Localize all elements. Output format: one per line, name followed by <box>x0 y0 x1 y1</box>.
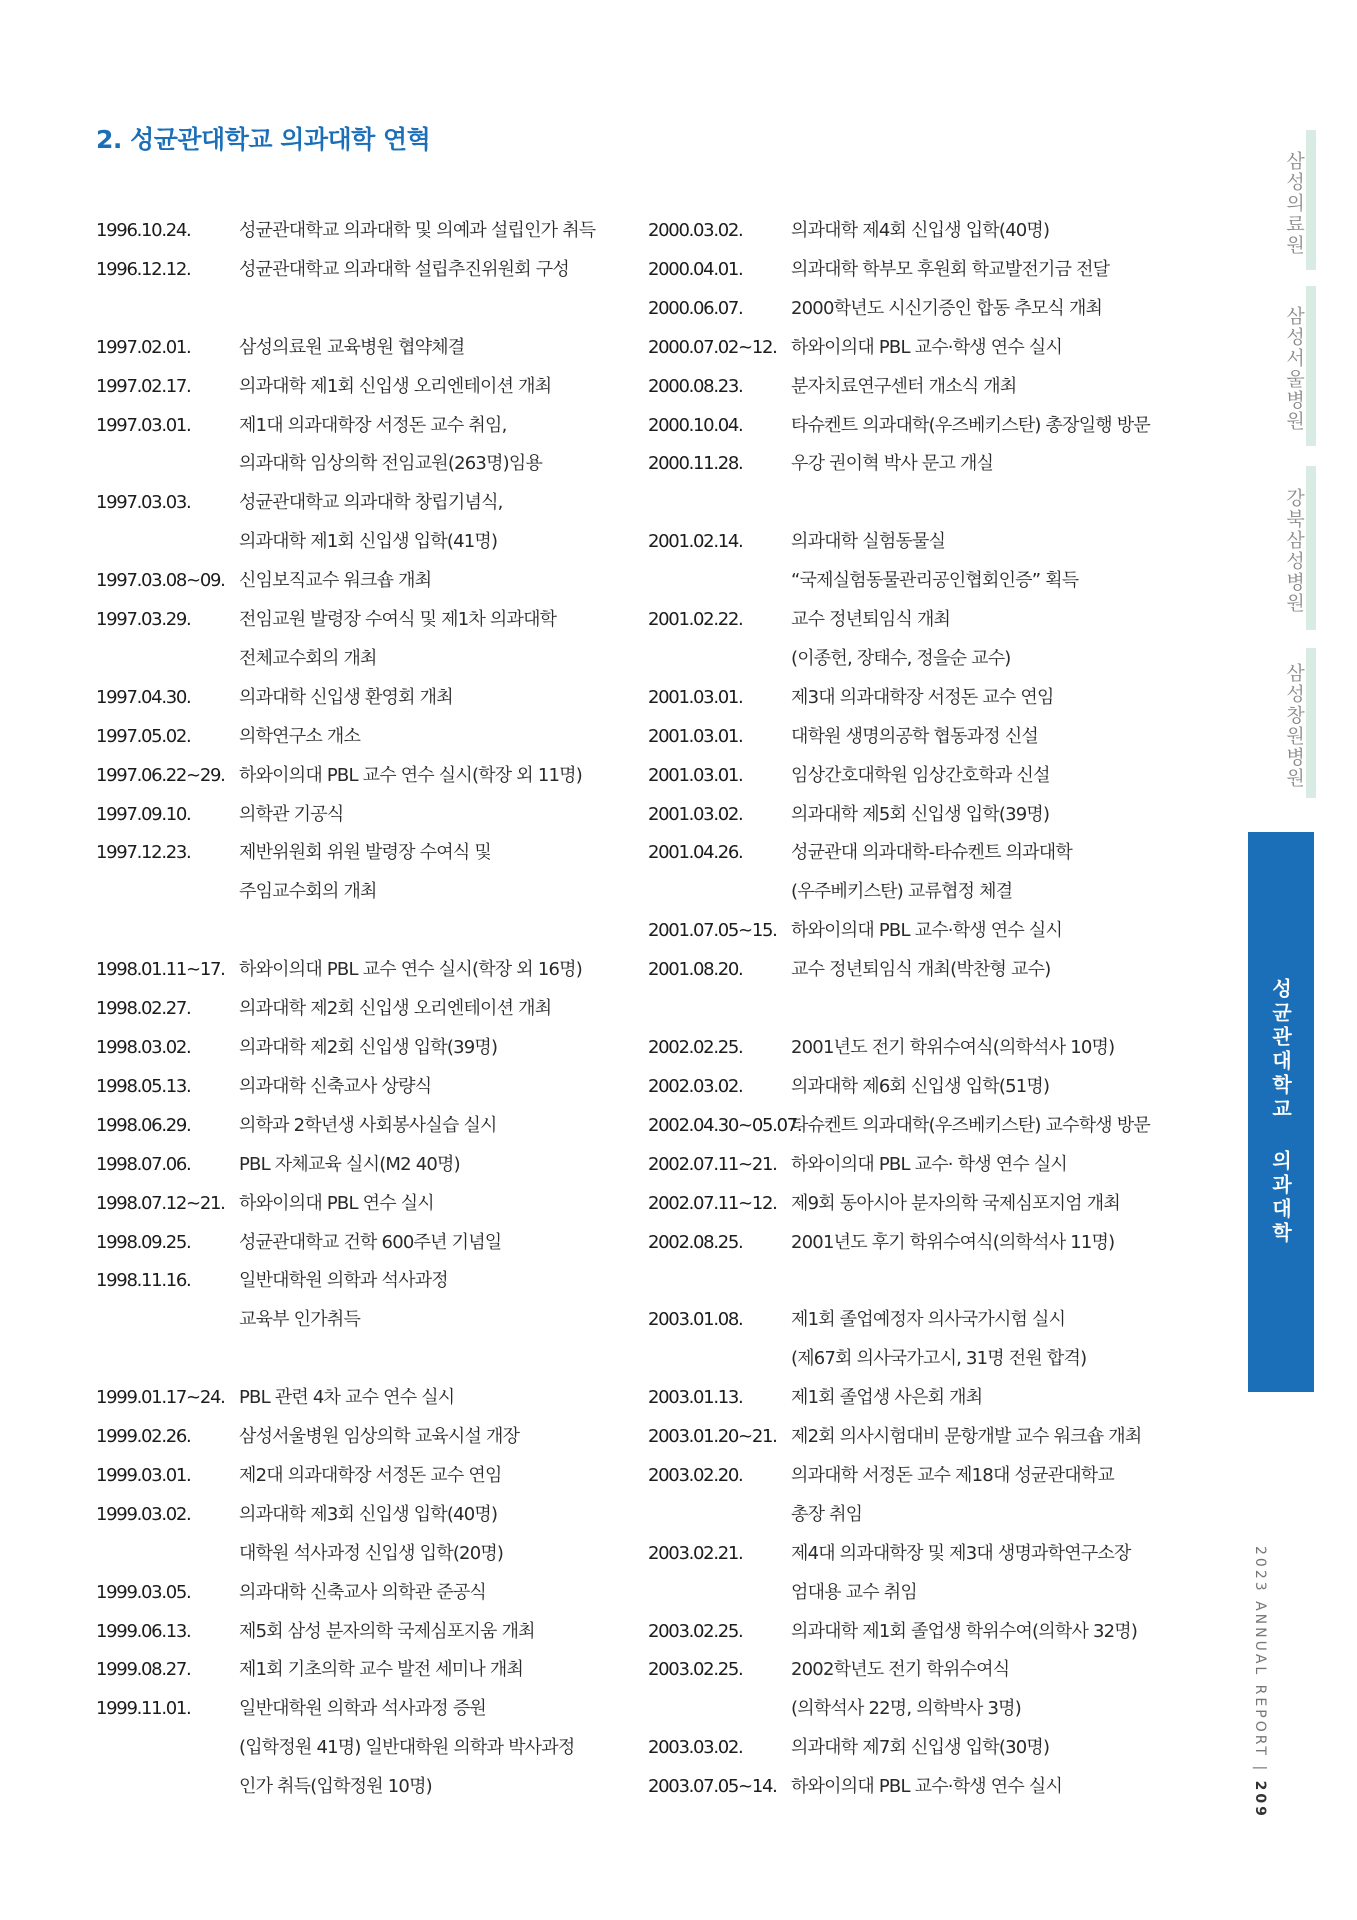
side-tab-active-label: 성균관대학교 의과대학 <box>1268 978 1293 1246</box>
history-entry <box>648 718 1188 757</box>
entry-description-line: 주임교수회의 개최 <box>239 881 377 903</box>
entry-description-line: 의과대학 임상의학 전임교원(263명)임용 <box>239 453 543 475</box>
entry-description <box>791 757 1188 796</box>
entry-description-line: 의과대학 제6회 신입생 입학(51명) <box>791 1075 1050 1097</box>
entry-date: 1999.03.05. <box>96 1581 191 1603</box>
entry-description-line: 성균관대 의과대학-타슈켄트 의과대학 <box>791 842 1072 864</box>
entry-description-line: 의과대학 제1회 신입생 오리엔테이션 개최 <box>239 375 552 397</box>
entry-date: 2001.07.05~15. <box>648 920 777 942</box>
entry-date: 1999.03.02. <box>96 1503 191 1525</box>
entry-description <box>791 1651 1188 1729</box>
side-tab-marker <box>1306 648 1316 798</box>
annual-report-footer <box>1244 1546 1268 1819</box>
entry-description-line: 의학관 기공식 <box>239 803 344 825</box>
entry-date: 2003.07.05~14. <box>648 1776 777 1798</box>
entry-description-line: 제2회 의사시험대비 문항개발 교수 워크숍 개최 <box>791 1426 1142 1448</box>
entry-description-line: (우주베키스탄) 교류협정 체결 <box>791 881 1013 903</box>
page-title: 2. 성균관대학교 의과대학 연혁 <box>96 125 431 154</box>
entry-description <box>791 796 1188 835</box>
history-entry <box>96 1651 636 1690</box>
history-entry <box>648 1379 1188 1418</box>
entry-description <box>791 1729 1188 1768</box>
entry-description <box>791 445 1188 484</box>
entry-description-line: 의과대학 제1회 신입생 입학(41명) <box>239 531 498 553</box>
history-entry <box>648 1068 1188 1107</box>
entry-description-line: 제반위원회 위원 발령장 수여식 및 <box>239 842 491 864</box>
history-entry <box>648 290 1188 329</box>
entry-description <box>239 251 636 290</box>
history-entry <box>648 523 1188 601</box>
section-gap <box>96 1340 636 1379</box>
entry-description <box>791 1107 1188 1146</box>
entry-description <box>239 757 636 796</box>
entry-description <box>239 1496 636 1574</box>
entry-description-line: 2002학년도 전기 학위수여식 <box>791 1659 1010 1681</box>
entry-description-line: “국제실험동물관리공인협회인증” 획득 <box>791 570 1079 592</box>
entry-description-line: 하와이의대 PBL 교수·학생 연수 실시 <box>791 336 1063 358</box>
entry-description-line: 제3대 의과대학장 서정돈 교수 연임 <box>791 686 1054 708</box>
entry-description-line: 2001년도 후기 학위수여식(의학석사 11명) <box>791 1231 1115 1253</box>
history-entry <box>96 329 636 368</box>
entry-description-line: 의과대학 신축교사 의학관 준공식 <box>239 1581 486 1603</box>
entry-date: 1998.05.13. <box>96 1075 191 1097</box>
entry-description <box>239 212 636 251</box>
history-entry <box>648 445 1188 484</box>
history-entry <box>648 1224 1188 1263</box>
entry-description <box>791 523 1188 601</box>
entry-date: 2003.01.13. <box>648 1387 743 1409</box>
entry-description <box>239 1574 636 1613</box>
entry-description-line: 의과대학 제4회 신입생 입학(40명) <box>791 220 1050 241</box>
entry-date: 2000.08.23. <box>648 375 743 397</box>
entry-description <box>791 1029 1188 1068</box>
entry-date: 1998.06.29. <box>96 1114 191 1136</box>
entry-date: 2002.02.25. <box>648 1037 743 1058</box>
entry-description-line: 제2대 의과대학장 서정돈 교수 연임 <box>239 1464 502 1486</box>
entry-description-line: 엄대용 교수 취임 <box>791 1581 917 1603</box>
history-entry <box>96 1418 636 1457</box>
side-tab-label: 강북삼성병원 <box>1283 488 1305 614</box>
history-entry <box>648 679 1188 718</box>
entry-description-line: 삼성의료원 교육병원 협약체결 <box>239 336 465 358</box>
entry-description <box>239 1418 636 1457</box>
history-entry <box>96 990 636 1029</box>
side-tab-marker <box>1306 466 1316 630</box>
entry-description-line: 하와이의대 PBL 교수·학생 연수 실시 <box>791 1776 1063 1798</box>
entry-description-line: 인가 취득(입학정원 10명) <box>239 1776 432 1798</box>
entry-description <box>791 1224 1188 1263</box>
history-entry <box>96 834 636 912</box>
entry-description <box>791 1768 1188 1807</box>
history-column-left <box>96 212 636 1807</box>
entry-description-line: 의과대학 서정돈 교수 제18대 성균관대학교 <box>791 1464 1114 1486</box>
entry-description-line: 일반대학원 의학과 석사과정 증원 <box>239 1698 486 1720</box>
entry-description <box>239 718 636 757</box>
entry-date: 1998.02.27. <box>96 998 191 1020</box>
history-entry <box>648 757 1188 796</box>
entry-description <box>239 1068 636 1107</box>
report-title: 2023 ANNUAL REPORT <box>1252 1546 1268 1758</box>
history-entry <box>648 1418 1188 1457</box>
report-separator: | <box>1252 1765 1268 1774</box>
entry-description-line: 의과대학 제5회 신입생 입학(39명) <box>791 803 1050 825</box>
entry-description-line: 제4대 의과대학장 및 제3대 생명과학연구소장 <box>791 1542 1131 1564</box>
entry-date: 2000.06.07. <box>648 297 743 319</box>
entry-description <box>239 368 636 407</box>
entry-date: 1999.06.13. <box>96 1620 191 1642</box>
history-entry <box>96 407 636 485</box>
entry-date: 2001.03.02. <box>648 803 743 825</box>
entry-description-line: 제1회 기초의학 교수 발전 세미나 개최 <box>239 1659 524 1681</box>
entry-description <box>239 1379 636 1418</box>
entry-description <box>239 1107 636 1146</box>
entry-description-line: 분자치료연구센터 개소식 개최 <box>791 375 1017 397</box>
entry-date: 2001.02.22. <box>648 609 743 631</box>
history-entry <box>648 1107 1188 1146</box>
history-entry <box>648 601 1188 679</box>
side-tab-samsung-changwon-hospital[interactable] <box>1248 648 1308 798</box>
entry-description <box>239 1185 636 1224</box>
page-number: 209 <box>1252 1780 1268 1819</box>
entry-description <box>791 1535 1188 1613</box>
entry-date: 2000.10.04. <box>648 414 743 436</box>
history-entry <box>648 407 1188 446</box>
entry-description <box>239 1690 636 1807</box>
entry-description-line: 하와이의대 PBL 교수 연수 실시(학장 외 16명) <box>239 959 582 981</box>
history-entry <box>648 1651 1188 1729</box>
entry-description <box>239 679 636 718</box>
entry-description-line: 성균관대학교 의과대학 설립추진위원회 구성 <box>239 258 569 280</box>
entry-description-line: 2001년도 전기 학위수여식(의학석사 10명) <box>791 1037 1115 1058</box>
entry-description-line: (입학정원 41명) 일반대학원 의학과 박사과정 <box>239 1737 575 1759</box>
history-entry <box>648 912 1188 951</box>
history-entry <box>648 368 1188 407</box>
entry-description-line: 대학원 생명의공학 협동과정 신설 <box>791 725 1038 747</box>
history-entry <box>96 562 636 601</box>
entry-date: 2000.07.02~12. <box>648 336 777 358</box>
entry-date: 2003.03.02. <box>648 1737 743 1759</box>
history-entry <box>96 1146 636 1185</box>
entry-date: 1997.12.23. <box>96 842 191 864</box>
entry-description-line: 하와이의대 PBL 교수· 학생 연수 실시 <box>791 1153 1068 1175</box>
side-tab-kangbuk-samsung-hospital[interactable] <box>1248 466 1308 630</box>
entry-date: 2002.07.11~21. <box>648 1153 777 1175</box>
entry-date: 2002.07.11~12. <box>648 1192 777 1214</box>
entry-description <box>791 1418 1188 1457</box>
entry-description <box>791 1301 1188 1379</box>
side-tab-marker <box>1306 130 1316 270</box>
history-entry <box>648 1457 1188 1535</box>
entry-date: 2001.03.01. <box>648 764 743 786</box>
history-entry <box>648 1185 1188 1224</box>
section-gap <box>648 1262 1188 1301</box>
entry-description <box>239 1029 636 1068</box>
history-entry <box>96 1379 636 1418</box>
history-entry <box>96 601 636 679</box>
entry-description <box>791 407 1188 446</box>
entry-description <box>239 1146 636 1185</box>
entry-description <box>791 951 1188 990</box>
entry-description-line: 하와이의대 PBL 교수·학생 연수 실시 <box>791 920 1063 942</box>
entry-description-line: 제9회 동아시아 분자의학 국제심포지엄 개최 <box>791 1192 1120 1214</box>
entry-description <box>791 1457 1188 1535</box>
entry-description <box>239 834 636 912</box>
entry-description <box>791 912 1188 951</box>
entry-date: 2001.03.01. <box>648 725 743 747</box>
side-tab-label: 삼성의료원 <box>1283 150 1305 256</box>
entry-description <box>791 679 1188 718</box>
entry-description <box>239 329 636 368</box>
side-tab-skku-medicine[interactable] <box>1248 832 1314 1392</box>
entry-date: 1997.06.22~29. <box>96 764 225 786</box>
history-entry <box>96 1457 636 1496</box>
history-entry <box>648 251 1188 290</box>
entry-date: 1997.05.02. <box>96 725 191 747</box>
entry-date: 2003.02.21. <box>648 1542 743 1564</box>
entry-description <box>791 1068 1188 1107</box>
entry-date: 2003.02.20. <box>648 1464 743 1486</box>
entry-date: 2000.11.28. <box>648 453 743 475</box>
entry-description <box>791 329 1188 368</box>
history-entry <box>648 1146 1188 1185</box>
history-entry <box>96 1224 636 1263</box>
side-tab-label: 삼성서울병원 <box>1283 306 1305 432</box>
history-entry <box>96 1690 636 1807</box>
entry-description-line: 제1회 졸업생 사은회 개최 <box>791 1387 983 1409</box>
entry-description <box>791 1613 1188 1652</box>
entry-description-line: 의과대학 신입생 환영회 개최 <box>239 686 453 708</box>
entry-description-line: 의과대학 제2회 신입생 오리엔테이션 개최 <box>239 998 552 1020</box>
entry-description-line: 임상간호대학원 임상간호학과 신설 <box>791 764 1050 786</box>
entry-description-line: 의학연구소 개소 <box>239 725 361 747</box>
entry-date: 2002.08.25. <box>648 1231 743 1253</box>
history-column-right <box>648 212 1188 1807</box>
entry-date: 1998.09.25. <box>96 1231 191 1253</box>
entry-description-line: 제1대 의과대학장 서정돈 교수 취임, <box>239 414 507 436</box>
entry-date: 1997.03.03. <box>96 492 191 514</box>
entry-description <box>791 368 1188 407</box>
entry-description-line: 의과대학 제1회 졸업생 학위수여(의학사 32명) <box>791 1620 1138 1642</box>
entry-description-line: 타슈켄트 의과대학(우즈베키스탄) 교수학생 방문 <box>791 1114 1150 1136</box>
entry-description-line: 일반대학원 의학과 석사과정 <box>239 1270 448 1292</box>
history-entry <box>96 484 636 562</box>
history-entry <box>96 718 636 757</box>
entry-description-line: 교수 정년퇴임식 개최(박찬형 교수) <box>791 959 1051 981</box>
entry-description <box>239 990 636 1029</box>
history-entry <box>96 1613 636 1652</box>
entry-date: 1997.03.08~09. <box>96 570 225 592</box>
section-gap <box>648 484 1188 523</box>
entry-description <box>239 1613 636 1652</box>
entry-description <box>239 1224 636 1263</box>
entry-date: 1997.02.01. <box>96 336 191 358</box>
entry-description-line: 제5회 삼성 분자의학 국제심포지움 개최 <box>239 1620 535 1642</box>
entry-date: 1996.10.24. <box>96 220 191 241</box>
entry-description <box>239 1262 636 1340</box>
entry-date: 1998.07.06. <box>96 1153 191 1175</box>
entry-date: 2000.04.01. <box>648 258 743 280</box>
history-entry <box>648 1301 1188 1379</box>
entry-description-line: 의과대학 제3회 신입생 입학(40명) <box>239 1503 498 1525</box>
entry-description <box>791 251 1188 290</box>
entry-date: 1999.08.27. <box>96 1659 191 1681</box>
entry-description-line: 교육부 인가취득 <box>239 1309 361 1331</box>
entry-description <box>791 1146 1188 1185</box>
entry-description-line: 의과대학 실험동물실 <box>791 531 946 553</box>
entry-date: 1998.07.12~21. <box>96 1192 225 1214</box>
side-tab-samsung-seoul-hospital[interactable] <box>1248 286 1308 446</box>
entry-description <box>791 718 1188 757</box>
history-entry <box>96 368 636 407</box>
entry-date: 2002.04.30~05.07. <box>648 1114 802 1136</box>
entry-date: 1997.03.01. <box>96 414 191 436</box>
entry-description <box>791 1379 1188 1418</box>
history-entry <box>648 212 1188 251</box>
entry-date: 1999.11.01. <box>96 1698 191 1720</box>
entry-date: 2002.03.02. <box>648 1075 743 1097</box>
entry-date: 1997.04.30. <box>96 686 191 708</box>
section-gap <box>96 290 636 329</box>
entry-date: 2003.01.20~21. <box>648 1426 777 1448</box>
entry-date: 2001.03.01. <box>648 686 743 708</box>
entry-description-line: 전임교원 발령장 수여식 및 제1차 의과대학 <box>239 609 557 631</box>
entry-date: 1996.12.12. <box>96 258 191 280</box>
entry-date: 1999.03.01. <box>96 1464 191 1486</box>
history-entry <box>96 1185 636 1224</box>
section-gap <box>96 912 636 951</box>
entry-description-line: (제67회 의사국가고시, 31명 전원 합격) <box>791 1348 1087 1370</box>
entry-description <box>239 951 636 990</box>
entry-description <box>239 601 636 679</box>
entry-date: 1998.01.11~17. <box>96 959 225 981</box>
history-entry <box>96 1262 636 1340</box>
history-entry <box>96 1068 636 1107</box>
entry-description-line: PBL 관련 4차 교수 연수 실시 <box>239 1387 455 1409</box>
entry-description-line: 의과대학 학부모 후원회 학교발전기금 전달 <box>791 258 1110 280</box>
history-entry <box>648 951 1188 990</box>
entry-date: 1997.03.29. <box>96 609 191 631</box>
history-entry <box>648 1768 1188 1807</box>
entry-description-line: 교수 정년퇴임식 개최 <box>791 609 951 631</box>
entry-date: 2000.03.02. <box>648 220 743 241</box>
entry-date: 1997.02.17. <box>96 375 191 397</box>
history-entry <box>648 1029 1188 1068</box>
history-entry <box>96 212 636 251</box>
side-tab-marker <box>1306 286 1316 446</box>
history-entry <box>96 1029 636 1068</box>
entry-date: 2001.04.26. <box>648 842 743 864</box>
entry-description-line: 하와이의대 PBL 교수 연수 실시(학장 외 11명) <box>239 764 582 786</box>
entry-description <box>791 601 1188 679</box>
history-entry <box>96 951 636 990</box>
entry-description-line: 의과대학 신축교사 상량식 <box>239 1075 432 1097</box>
entry-description-line: (이종헌, 장태수, 정을순 교수) <box>791 647 1011 669</box>
history-entry <box>96 1574 636 1613</box>
entry-description-line: 성균관대학교 의과대학 창립기념식, <box>239 492 503 514</box>
history-entry <box>648 1535 1188 1613</box>
side-tab-samsung-medical-center[interactable] <box>1248 130 1308 270</box>
entry-description-line: 우강 권이혁 박사 문고 개실 <box>791 453 994 475</box>
entry-description <box>791 212 1188 251</box>
side-tab-label: 삼성창원병원 <box>1283 663 1305 789</box>
history-entry <box>96 679 636 718</box>
entry-description <box>239 796 636 835</box>
history-entry <box>648 1613 1188 1652</box>
entry-date: 1999.01.17~24. <box>96 1387 225 1409</box>
entry-description-line: (의학석사 22명, 의학박사 3명) <box>791 1698 1021 1720</box>
section-gap <box>648 990 1188 1029</box>
entry-description <box>239 484 636 562</box>
entry-description-line: 삼성서울병원 임상의학 교육시설 개장 <box>239 1426 520 1448</box>
entry-description-line: 하와이의대 PBL 연수 실시 <box>239 1192 434 1214</box>
entry-date: 1998.03.02. <box>96 1037 191 1058</box>
history-entry <box>648 834 1188 912</box>
entry-description-line: 의과대학 제7회 신입생 입학(30명) <box>791 1737 1050 1759</box>
entry-date: 1998.11.16. <box>96 1270 191 1292</box>
entry-description <box>791 290 1188 329</box>
entry-description-line: 전체교수회의 개최 <box>239 647 377 669</box>
entry-description-line: 성균관대학교 의과대학 및 의예과 설립인가 취득 <box>239 220 596 241</box>
entry-description-line: 의학과 2학년생 사회봉사실습 실시 <box>239 1114 497 1136</box>
entry-description-line: PBL 자체교육 실시(M2 40명) <box>239 1153 460 1175</box>
entry-date: 2001.08.20. <box>648 959 743 981</box>
entry-date: 1997.09.10. <box>96 803 191 825</box>
entry-description-line: 총장 취임 <box>791 1503 863 1525</box>
entry-date: 2003.02.25. <box>648 1620 743 1642</box>
history-entry <box>96 796 636 835</box>
entry-description <box>239 1457 636 1496</box>
entry-description <box>239 1651 636 1690</box>
history-entry <box>648 1729 1188 1768</box>
entry-date: 2003.02.25. <box>648 1659 743 1681</box>
entry-description-line: 성균관대학교 건학 600주년 기념일 <box>239 1231 502 1253</box>
history-entry <box>648 329 1188 368</box>
entry-description <box>791 834 1188 912</box>
entry-description-line: 제1회 졸업예정자 의사국가시험 실시 <box>791 1309 1066 1331</box>
entry-date: 2001.02.14. <box>648 531 743 553</box>
entry-description-line: 타슈켄트 의과대학(우즈베키스탄) 총장일행 방문 <box>791 414 1150 436</box>
history-entry <box>96 251 636 290</box>
entry-description <box>239 562 636 601</box>
entry-description <box>239 407 636 485</box>
history-entry <box>648 796 1188 835</box>
entry-description-line: 신임보직교수 워크숍 개최 <box>239 570 432 592</box>
history-entry <box>96 1496 636 1574</box>
entry-description-line: 2000학년도 시신기증인 합동 추모식 개최 <box>791 297 1103 319</box>
history-entry <box>96 757 636 796</box>
entry-description <box>791 1185 1188 1224</box>
entry-description-line: 대학원 석사과정 신입생 입학(20명) <box>239 1542 504 1564</box>
entry-date: 1999.02.26. <box>96 1426 191 1448</box>
entry-date: 2003.01.08. <box>648 1309 743 1331</box>
history-entry <box>96 1107 636 1146</box>
entry-description-line: 의과대학 제2회 신입생 입학(39명) <box>239 1037 498 1058</box>
